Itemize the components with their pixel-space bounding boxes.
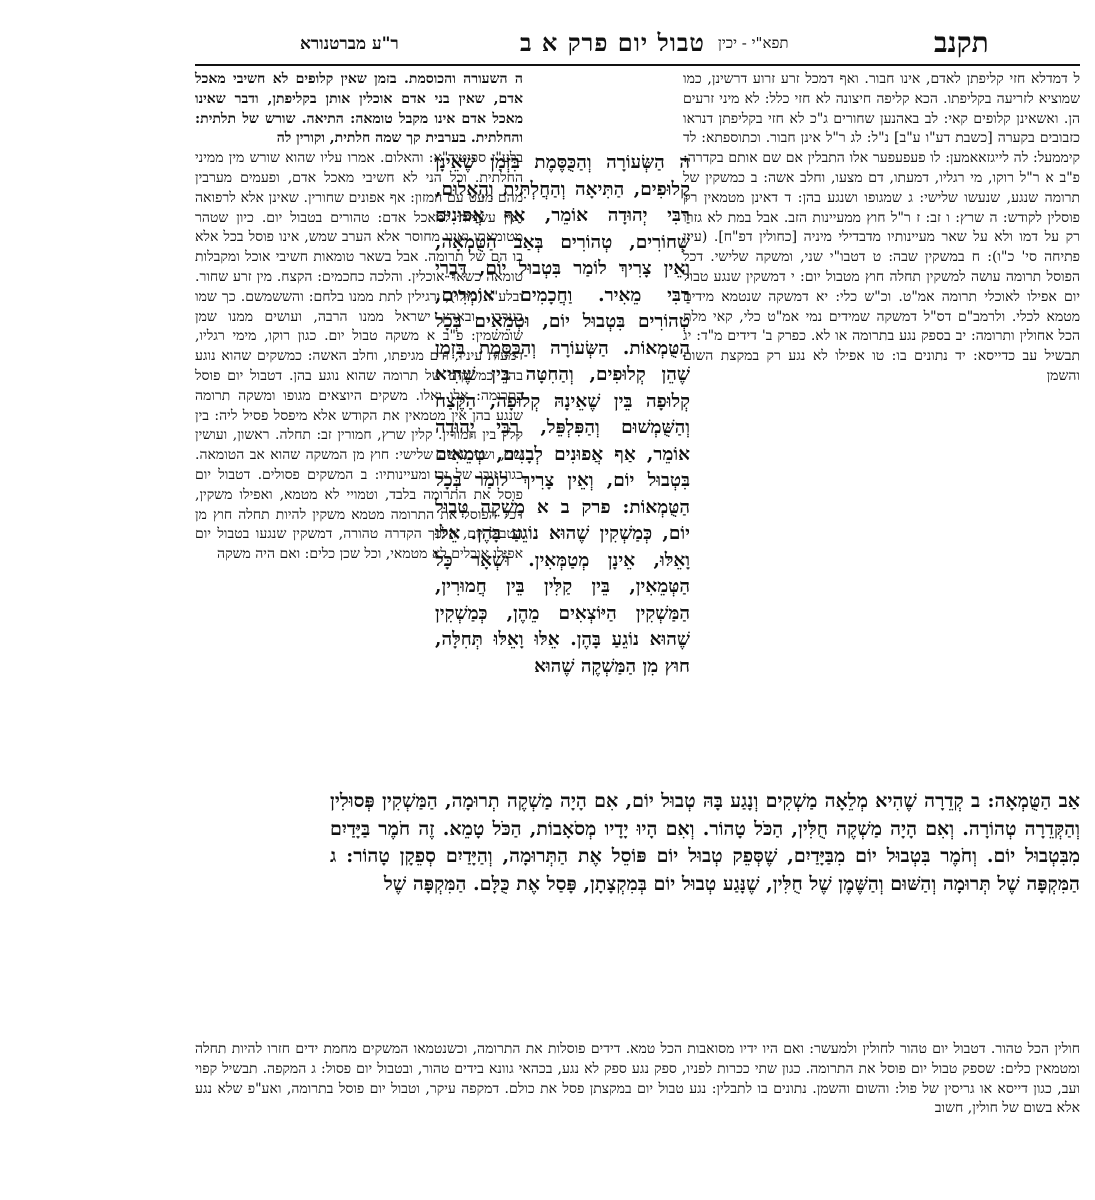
footer-commentary: חולין הכל טהור. דטבול יום טהור לחולין ולמעשר: ואם היו ידיו מסואבות הכל טמא. דידים פוסלות את התרומה, וכשנטמאו המשקים מחמת ידים חזרו להיות תחלה ומטמאין כלים: שספק טבול יום פוסל את התרומה. כגון שתי ככרות לפניו, ספק נגע ספק לא נגע, בכהאי גוונא בידים טהור, ובטבול יום פסול: ג המקפה. תבשיל קפוי ועב, כגון דייסא או גריסין של פול: והשום והשמן. נתונים בו לתבלין: נגע טבול יום במקצתן פסל את כולם. דמקפה עיקר, וטבול יום פוסל בתרומה, ואע"פ שלא נגע אלא בשום של חולין, חשוב	[195, 1041, 1080, 1117]
page-number: תקנב	[934, 26, 989, 59]
commentary-title: ר"ע מברטנורא	[300, 34, 399, 54]
mishnah-continuation: אַב הַטֻּמְאָה: ב קְדֵרָה שֶׁהִיא מְלֵאָה מַשְׁקִים וְנָגַע בָּהּ טְבוּל יוֹם, אִם הָיָה מַשְׁקֶה תְרוּמָה, הַמַּשְׁקִין פְּסוּלִין וְהַקְּדֵרָה טְהוֹרָה. וְאִם הָיָה מַשְׁקֶה חֻלִּין, הַכֹּל טָהוֹר. וְאִם הָיוּ יָדָיו מְסֹאָבוֹת, הַכֹּל טָמֵא. זֶה חֹמֶר בַּיָּדַיִם מִבִּטְבוּל יוֹם. וְחֹמֶר בִּטְבוּל יוֹם מִבַּיָּדַיִם, שֶׁסְּפֵק טְבוּל יוֹם פּוֹסֵל אֶת הַתְּרוּמָה, וְהַיָּדַיִם סְפֵקָן טָהוֹר: ג הַמִּקְפָּה שֶׁל תְּרוּמָה וְהַשּׁוּם וְהַשֶּׁמֶן שֶׁל חֻלִּין, שֶׁנָּגַע טְבוּל יוֹם בְּמִקְצָתָן, פָּסַל אֶת כֻּלָּם. הַמִּקְפָּה שֶׁל	[330, 790, 1080, 895]
bartenura-intro: ה השעורה והכוסמת. בזמן שאין קלופים לא חשיבי מאכל אדם, שאין בני אדם אוכלין אותן בקליפתן, ודבר שאינו מאכל אדם אינו מקבל טומאה: התיאה. שורש של תלתית: והחלתית. בערבית קך שמה חלתית, וקורין לה	[195, 71, 523, 147]
yachin-commentary: ל דמדלא חזי קליפתן לאדם, אינו חבור. ואף דמכל זרע זרוע דרשינן, כמו שמוציא לזריעה בקליפתו. הכא קליפה חיצונה לא חזי כלל: לא מיני זרעים הן. ואשאינן קלופים קאי: לב באהנען שחורים ג"כ לא חזי בקליפתן דנראו כזבובים בקערה [כשבת דע"ו ע"ב] נ"ל: לג ר"ל אינן חבור. וכתוספתא: לד קיממעל: לה לייגזאאמען: לו פעפעפער אלו התבלין אם שם אותם בקדרה: פ"ב א ר"ל רוקו, מי רגליו, דמעתו, דם מצעו, וחלב אשה: ב כמשקין של תרומה שנגע, שנעשו שלישי: ג שמגופו ושנגע בהן: ד דאינן מטמאין רק פוסלין לקודש: ה שרץ: ו זב: ז ר"ל חוץ ממעיינות הזב. אבל במת לא גזרו רק על דמו ולא על שאר מעיינותיו מדבדילי מיניה [כחולין דפ"ח]. (עיין פתיחה סי' כ"ו): ח במשקין שבה: ט דטבו"י שני, ומשקה שלישי. דכל הפוסל תרומה עושה למשקין תחלה חוץ מטבול יום: י דמשקין שנגע טבול יום אפילו לאוכלי תרומה אמ"ט. וכ"ש כלי: יא דמשקה שנטמא מידים מטמא לכלי. ולרמב"ם דס"ל דמשקה שמידים נמי אמ"ט כלי, קאי מלת הכל אחולין ותרומה: יב בספק נגע בתרומה או לא. כפרק ב' דידים מ"ד: יג תבשיל עב כדייסא: יד נתונים בו: טו אפילו לא נגע רק במקצת השום והשמן	[683, 71, 1080, 384]
page-header	[0, 22, 1095, 62]
bartenura-body: בלע"ז ספיטיד"א: והאלום. אמרו עליו שהוא שורש מין ממיני החלתית. וכל הני לא חשיבי מאכל אדם, ופעמים מערבין מהם מעט עם המזון: אף אפונים שחורין. שאינן אלא לרפואה ואין עשויות למאכל אדם: טהורים בטבול יום. כיון שטהר מטומאתו ואינו מחוסר אלא הערב שמש, אינו פוסל בכל אלא בו הם של תרומה. אבל בשאר טומאות חשיבי אוכל ומקבלות טומאה כשאר אוכלין. והלכה כחכמים: הקצח. מין זרע שחור. ובלע"ז (ניילו), ורגילין לתת ממנו בלחם: והששמשם. כך שמו בערבי. ובארץ ישראל ממנו הרבה, ועושים ממנו שמן שומשמין: פ"ב א משקה טבול יום. כגון רוקו, מימי רגליו, דמעות עיניו, ודם מגיפתו, וחלב האשה: כמשקים שהוא נוגע בהן. כמשקים של תרומה שהוא נוגע בהן. דטבול יום פוסל בתרומה: אלו ואלו. משקים היוצאים מגופו ומשקה תרומה שנגע בהן אין מטמאין את הקודש אלא מיפסל פסיל ליה: בין קלין בין חמורין. קלין שרץ, חמורין זב: תחלה. ראשון, ועושין שני, ושני עושה שלישי: חוץ מן המשקה שהוא אב הטומאה. כגון זובו של זב ומעיינותיו: ב המשקים פסולים. דטבול יום פוסל את התרומה בלבד, וטמויי לא מטמא, ואפילו משקין, דכל הפוסל את התרומה מטמא משקין להיות תחלה חוץ מן הטבול יום, הלכך הקדרה טהורה, דמשקין שנגעו בטבול יום אפילו אוכלים לא מטמאי, וכל שכן כלים: ואם היה משקה	[195, 150, 523, 563]
tractate-title: טבול יום פרק א ב	[520, 28, 705, 57]
header-rule	[195, 64, 1080, 66]
mishnah-text: ה הַשְּׂעוֹרָה וְהַכֻּסֶּמֶת בִּזְמַן שֶׁאֵינָן קְלוּפִים, הַתִּיאָה וְהַחֲלְתִּית וְהָאָלוּם, רַבִּי יְהוּדָה אוֹמֵר, אַף אֲפוּנִים שְׁחוֹרִים, טְהוֹרִים בְּאַב הַטֻּמְאָה, וְאֵין צָרִיךְ לוֹמַר בִּטְבוּל יוֹם, דִּבְרֵי רַבִּי מֵאִיר. וַחֲכָמִים אוֹמְרִים, טְהוֹרִים בִּטְבוּל יוֹם, וּטְמֵאִים בְּכָל הַטֻּמְאוֹת. הַשְּׂעוֹרָה וְהַכֻּסֶּמֶת בִּזְמַן שֶׁהֵן קְלוּפִים, וְהַחִטָּה בֵּין שֶׁהִיא קְלוּפָה בֵּין שֶׁאֵינָהּ קְלוּפָה, הַקֶּצַח וְהַשֻּׁמְשׁוּם וְהַפִּלְפֵּל, רַבִּי יְהוּדָה אוֹמֵר, אַף אֲפוּנִים לְבָנִים, טְמֵאִים בִּטְבוּל יוֹם, וְאֵין צָרִיךְ לוֹמַר בְּכָל הַטֻּמְאוֹת: פרק ב א מַשְׁקֵה טְבוּל יוֹם, כְּמַשְׁקִין שֶׁהוּא נוֹגֵעַ בָּהֶן. אֵלּוּ וָאֵלּוּ, אֵינָן מְטַמְּאִין. וּשְׁאָר כָּל הַטְּמֵאִין, בֵּין קַלִּין בֵּין חֲמוּרִין, הַמַּשְׁקִין הַיּוֹצְאִים מֵהֶן, כְּמַשְׁקִין שֶׁהוּא נוֹגֵעַ בָּהֶן. אֵלּוּ וָאֵלּוּ תְּחִלָּה, חוּץ מִן הַמַּשְׁקֶה שֶׁהוּא	[435, 152, 690, 677]
subheading: תפא"י - יכין	[718, 34, 789, 52]
